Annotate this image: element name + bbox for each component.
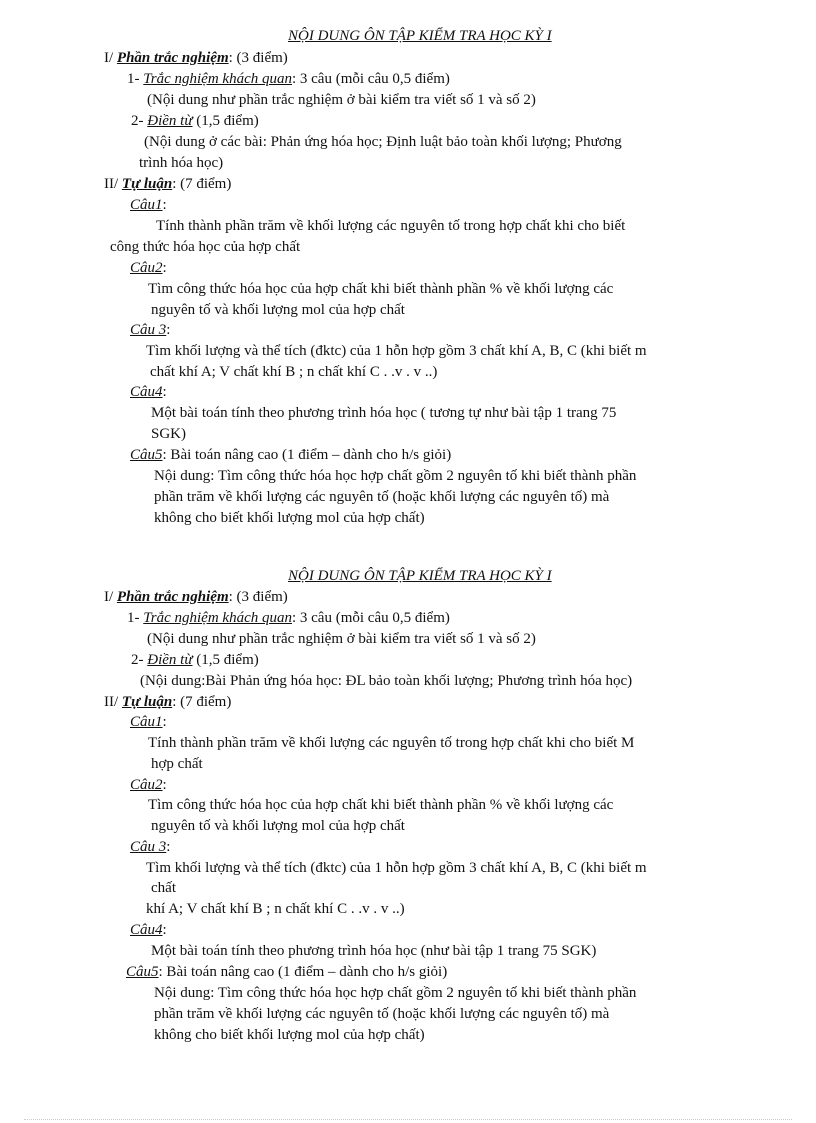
sub-1-heading: 1- Trắc nghiệm khách quan: 3 câu (mỗi câu 0,5 điểm) bbox=[127, 71, 450, 87]
question-3-line-2: chất bbox=[151, 880, 176, 896]
part-1-heading: I/ Phần trắc nghiệm: (3 điểm) bbox=[104, 589, 288, 605]
question-2-line-2: nguyên tố và khối lượng mol của hợp chất bbox=[151, 302, 405, 318]
question-4-label: Câu4: bbox=[130, 384, 167, 400]
question-4-line-1: Một bài toán tính theo phương trình hóa học (như bài tập 1 trang 75 SGK) bbox=[151, 943, 597, 959]
question-3-label: Câu 3: bbox=[130, 322, 171, 338]
question-5-line-2: phần trăm về khối lượng các nguyên tố (hoặc khối lượng các nguyên tố) mà bbox=[154, 489, 610, 505]
question-2-line-1: Tìm công thức hóa học của hợp chất khi biết thành phần % về khối lượng các bbox=[148, 797, 614, 813]
question-5-heading: Câu5: Bài toán nâng cao (1 điểm – dành cho h/s giỏi) bbox=[126, 964, 448, 980]
question-5-line-1: Nội dung: Tìm công thức hóa học hợp chất gồm 2 nguyên tố khi biết thành phần bbox=[154, 468, 637, 484]
question-4-label: Câu4: bbox=[130, 922, 167, 938]
sub-2-content-line-2: trình hóa học) bbox=[139, 155, 224, 171]
question-4-line-2: SGK) bbox=[151, 426, 187, 442]
question-5-line-2: phần trăm về khối lượng các nguyên tố (hoặc khối lượng các nguyên tố) mà bbox=[154, 1006, 610, 1022]
question-1-line-2: hợp chất bbox=[151, 756, 203, 772]
question-5-line-1: Nội dung: Tìm công thức hóa học hợp chất gồm 2 nguyên tố khi biết thành phần bbox=[154, 985, 637, 1001]
question-5-line-3: không cho biết khối lượng mol của hợp chất) bbox=[154, 510, 425, 526]
sub-2-heading: 2- Điền từ (1,5 điểm) bbox=[131, 113, 259, 129]
sub-1-content: (Nội dung như phần trắc nghiệm ở bài kiểm tra viết số 1 và số 2) bbox=[147, 631, 536, 647]
question-1-line-1: Tính thành phần trăm về khối lượng các nguyên tố trong hợp chất khi cho biết M bbox=[148, 735, 635, 751]
question-1-label: Câu1: bbox=[130, 197, 167, 213]
question-2-label: Câu2: bbox=[130, 260, 167, 276]
question-2-line-1: Tìm công thức hóa học của hợp chất khi biết thành phần % về khối lượng các bbox=[148, 281, 614, 297]
section-title: NỘI DUNG ÔN TẬP KIỂM TRA HỌC KỲ I bbox=[288, 28, 552, 44]
part-2-heading: II/ Tự luận: (7 điểm) bbox=[104, 694, 232, 710]
question-4-line-1: Một bài toán tính theo phương trình hóa học ( tương tự như bài tập 1 trang 75 bbox=[151, 405, 617, 421]
question-2-label: Câu2: bbox=[130, 777, 167, 793]
question-3-line-3: khí A; V chất khí B ; n chất khí C . .v . v ..) bbox=[146, 901, 405, 917]
question-2-line-2: nguyên tố và khối lượng mol của hợp chất bbox=[151, 818, 405, 834]
section-title: NỘI DUNG ÔN TẬP KIỂM TRA HỌC KỲ I bbox=[288, 568, 552, 584]
question-5-line-3: không cho biết khối lượng mol của hợp chất) bbox=[154, 1027, 425, 1043]
sub-2-content-line-1: (Nội dung:Bài Phản ứng hóa học: ĐL bảo toàn khối lượng; Phương trình hóa học) bbox=[140, 673, 633, 689]
question-1-label: Câu1: bbox=[130, 714, 167, 730]
question-1-line-2: công thức hóa học của hợp chất bbox=[110, 239, 301, 255]
sub-1-content: (Nội dung như phần trắc nghiệm ở bài kiểm tra viết số 1 và số 2) bbox=[147, 92, 536, 108]
page-bottom-edge bbox=[24, 1119, 792, 1120]
sub-1-heading: 1- Trắc nghiệm khách quan: 3 câu (mỗi câu 0,5 điểm) bbox=[127, 610, 450, 626]
question-3-label: Câu 3: bbox=[130, 839, 171, 855]
sub-2-content-line-1: (Nội dung ở các bài: Phản ứng hóa học; Định luật bảo toàn khối lượng; Phương bbox=[144, 134, 622, 150]
part-2-heading: II/ Tự luận: (7 điểm) bbox=[104, 176, 232, 192]
question-1-line-1: Tính thành phần trăm về khối lượng các nguyên tố trong hợp chất khi cho biết bbox=[156, 218, 626, 234]
question-3-line-1: Tìm khối lượng và thể tích (đktc) của 1 hỗn hợp gồm 3 chất khí A, B, C (khi biết m bbox=[146, 343, 647, 359]
question-5-heading: Câu5: Bài toán nâng cao (1 điểm – dành cho h/s giỏi) bbox=[130, 447, 452, 463]
question-3-line-2: chất khí A; V chất khí B ; n chất khí C . .v . v ..) bbox=[150, 364, 438, 380]
question-3-line-1: Tìm khối lượng và thể tích (đktc) của 1 hỗn hợp gồm 3 chất khí A, B, C (khi biết m bbox=[146, 860, 647, 876]
sub-2-heading: 2- Điền từ (1,5 điểm) bbox=[131, 652, 259, 668]
part-1-heading: I/ Phần trắc nghiệm: (3 điểm) bbox=[104, 50, 288, 66]
